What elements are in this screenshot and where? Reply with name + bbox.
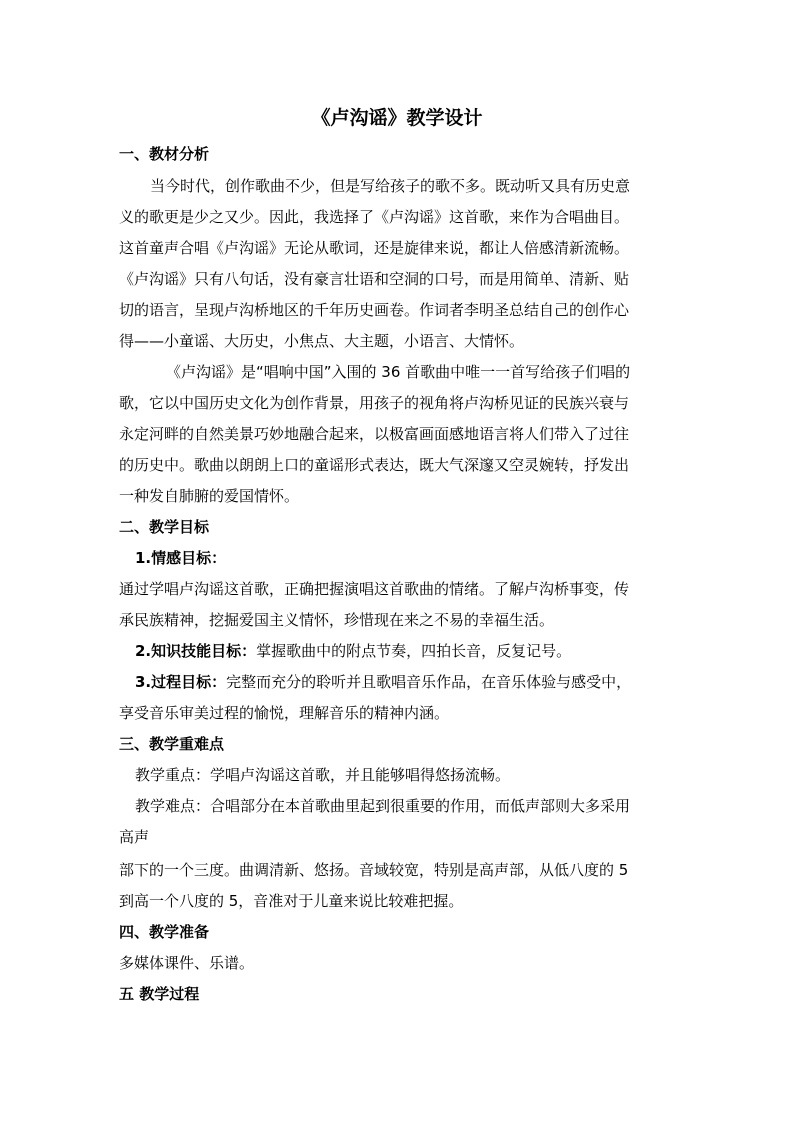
goal-3-text: 完整而充分的聆听并且歌唱音乐作品，在音乐体验与感受中， [226,673,632,691]
paragraph-line: 的历史中。歌曲以朗朗上口的童谣形式表达，既大气深邃又空灵婉转，抒发出 [119,456,630,474]
paragraph-line: 得——小童谣、大历史，小焦点、大主题，小语言、大情怀。 [119,332,525,350]
paragraph-line: 永定河畔的自然美景巧妙地融合起来，以极富画面感地语言将人们带入了过往 [119,425,630,443]
goal-2-text: 掌握歌曲中的附点节奏，四拍长音，反复记号。 [256,642,572,660]
paragraph-line: 歌，它以中国历史文化为创作背景，用孩子的视角将卢沟桥见证的民族兴衰与 [119,394,630,412]
section-heading-5: 五 教学过程 [119,985,200,1003]
paragraph-line: 这首童声合唱《卢沟谣》无论从歌词，还是旋律来说，都让人倍感清新流畅。 [119,239,630,257]
paragraph-line: 通过学唱卢沟谣这首歌，正确把握演唱这首歌曲的情绪。了解卢沟桥事变，传 [119,580,630,598]
goal-1-label: 1.情感目标： [135,549,227,567]
difficult-point-line: 教学难点：合唱部分在本首歌曲里起到很重要的作用，而低声部则大多采用 [135,797,631,815]
goal-3-label: 3.过程目标： [135,673,227,691]
paragraph-line: 部下的一个三度。曲调清新、悠扬。音域较宽，特别是高声部，从低八度的 5 [119,861,629,879]
key-point-line: 教学重点：学唱卢沟谣这首歌，并且能够唱得悠扬流畅。 [135,766,511,784]
paragraph-line: 多媒体课件、乐谱。 [119,954,255,972]
paragraph-line: 承民族精神，挖掘爱国主义情怀，珍惜现在来之不易的幸福生活。 [119,611,555,629]
section-heading-4: 四、教学准备 [119,923,210,941]
paragraph-line: 当今时代，创作歌曲不少，但是写给孩子的歌不多。既动听又具有历史意 [150,177,631,195]
paragraph-line: 《卢沟谣》只有八句话，没有豪言壮语和空洞的口号，而是用简单、清新、贴 [119,270,630,288]
paragraph-line: 享受音乐审美过程的愉悦，理解音乐的精神内涵。 [119,704,450,722]
goal-2-label: 2.知识技能目标： [135,642,257,660]
paragraph-line: 高声 [119,828,150,846]
section-heading-3: 三、教学重难点 [119,735,225,753]
section-heading-1: 一、教材分析 [119,145,210,163]
paragraph-line: 《卢沟谣》是“唱响中国”入围的 36 首歌曲中唯一一首写给孩子们唱的 [166,363,631,381]
goal-3-line [135,672,631,692]
paragraph-line: 一种发自肺腑的爱国情怀。 [119,487,300,505]
section-heading-2: 二、教学目标 [119,518,210,536]
goal-2-line [135,641,571,661]
paragraph-line: 到高一个八度的 5，音准对于儿童来说比较难把握。 [119,892,464,910]
document-title: 《卢沟谣》教学设计 [311,107,483,129]
paragraph-line: 义的歌更是少之又少。因此，我选择了《卢沟谣》这首歌，来作为合唱曲目。 [119,208,630,226]
paragraph-line: 切的语言，呈现卢沟桥地区的千年历史画卷。作词者李明圣总结自己的创作心 [119,301,630,319]
